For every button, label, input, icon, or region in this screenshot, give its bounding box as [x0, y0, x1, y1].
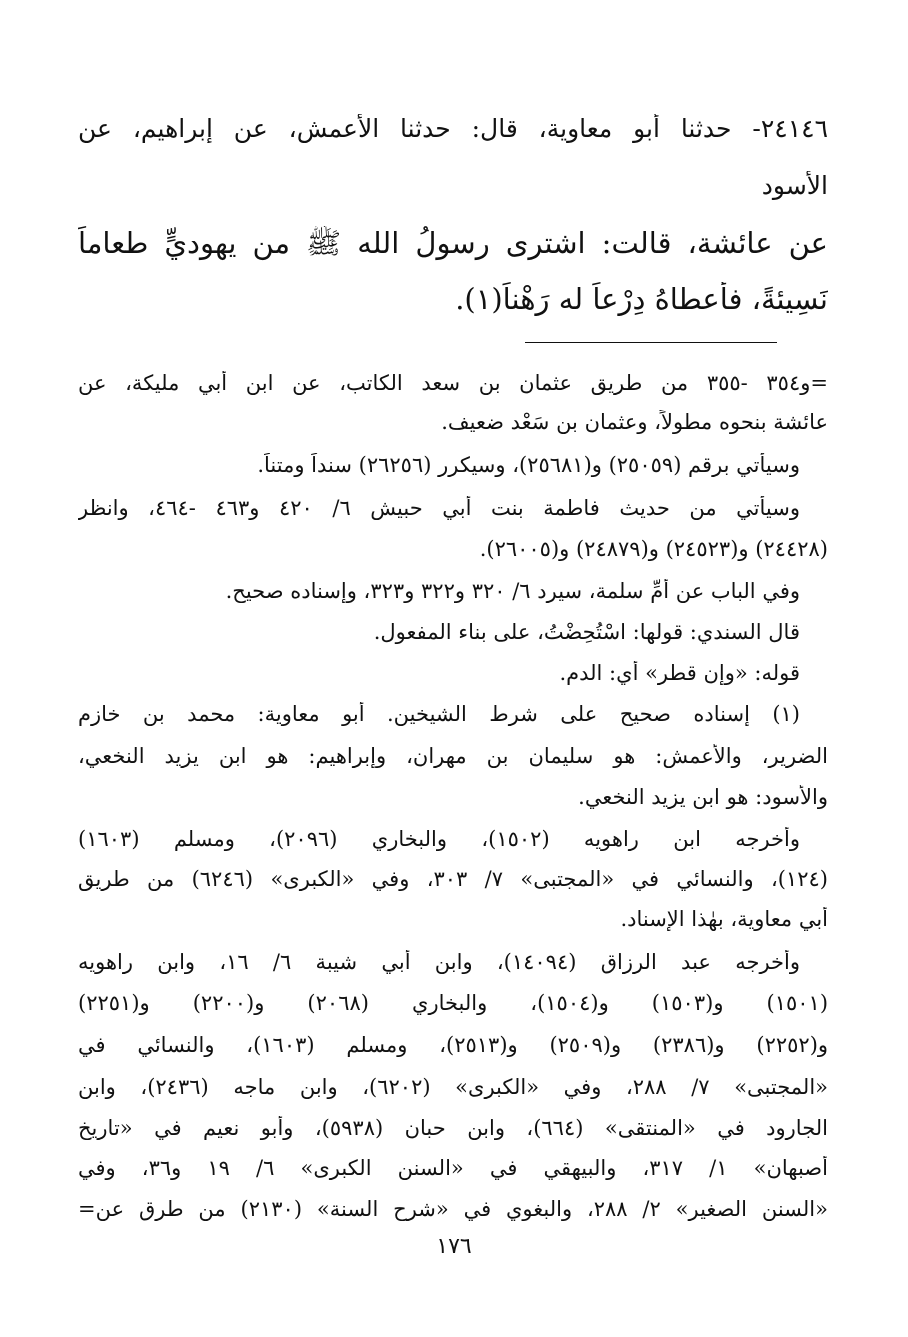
page-number: ١٧٦	[436, 1234, 472, 1259]
footnote-line: أصبهان» ١/ ٣١٧، والبيهقي في «السنن الكبرى» ٦/ ١٩ و٣٦، وفي	[78, 1156, 828, 1180]
footnote-line: قال السندي: قولها: اسْتُحِضْتُ، على بناء المفعول.	[373, 620, 800, 644]
hadith-isnad-line-2: الأسود	[761, 171, 828, 200]
footnote-line: وفي الباب عن أُمِّ سلمة، سيرد ٦/ ٣٢٠ و٣٢٢ و٣٢٣، وإسناده صحيح.	[225, 579, 800, 603]
footnote-line: وسيأتي من حديث فاطمة بنت أبي حبيش ٦/ ٤٢٠ و٤٦٣ -٤٦٤، وانظر	[78, 496, 800, 520]
footnote-line: (١٥٠١) و(١٥٠٣) و(١٥٠٤)، والبخاري (٢٠٦٨) و(٢٢٠٠) و(٢٢٥١)	[78, 991, 828, 1015]
footnote-line: (١٢٤)، والنسائي في «المجتبى» ٧/ ٣٠٣، وفي «الكبرى» (٦٢٤٦) من طريق	[78, 867, 828, 891]
footnote-line: عائشة بنحوه مطولاً، وعثمان بن سَعْد ضعيف.	[441, 410, 828, 434]
footnote-line: «المجتبى» ٧/ ٢٨٨، وفي «الكبرى» (٦٢٠٢)، وابن ماجه (٢٤٣٦)، وابن	[78, 1075, 828, 1099]
footnote-line: وأخرجه عبد الرزاق (١٤٠٩٤)، وابن أبي شيبة ٦/ ١٦، وابن راهويه	[78, 950, 800, 974]
footnote-line: قوله: «وإن قطر» أي: الدم.	[559, 661, 800, 685]
footnote-line: والأسود: هو ابن يزيد النخعي.	[578, 785, 828, 809]
footnote-line: و(٢٢٥٢) و(٢٣٨٦) و(٢٥٠٩) و(٢٥١٣)، ومسلم (١٦٠٣)، والنسائي في	[78, 1033, 828, 1057]
hadith-matn-line-1: عن عائشة، قالت: اشترى رسولُ الله ﷺ من يهوديٍّ طعاماً	[78, 226, 828, 260]
footnote-line: =و٣٥٤ -٣٥٥ من طريق عثمان بن سعد الكاتب، عن ابن أبي مليكة، عن	[78, 371, 828, 395]
hadith-isnad-line-1: ٢٤١٤٦- حدثنا أبو معاوية، قال: حدثنا الأعمش، عن إبراهيم، عن	[78, 114, 828, 143]
hadith-matn-line-2: نَسِيئةً، فأعطاهُ دِرْعاً له رَهْناً(١).	[455, 282, 828, 316]
footnote-separator	[525, 342, 777, 343]
footnote-line: «السنن الصغير» ٢/ ٢٨٨، والبغوي في «شرح السنة» (٢١٣٠) من طرق عن=	[78, 1197, 828, 1221]
footnote-line: الجارود في «المنتقى» (٦٦٤)، وابن حبان (٥٩٣٨)، وأبو نعيم في «تاريخ	[78, 1116, 828, 1140]
footnote-line: (١) إسناده صحيح على شرط الشيخين. أبو معاوية: محمد بن خازم	[78, 702, 800, 726]
footnote-line: وأخرجه ابن راهويه (١٥٠٢)، والبخاري (٢٠٩٦)، ومسلم (١٦٠٣)	[78, 827, 800, 851]
footnote-line: الضرير، والأعمش: هو سليمان بن مهران، وإبراهيم: هو ابن يزيد النخعي،	[78, 744, 828, 768]
footnote-line: أبي معاوية، بهٰذا الإسناد.	[620, 907, 828, 931]
footnote-line: وسيأتي برقم (٢٥٠٥٩) و(٢٥٦٨١)، وسيكرر (٢٦٢٥٦) سنداً ومتناً.	[257, 453, 800, 477]
footnote-line: (٢٤٤٢٨) و(٢٤٥٢٣) و(٢٤٨٧٩) و(٢٦٠٠٥).	[479, 537, 828, 561]
